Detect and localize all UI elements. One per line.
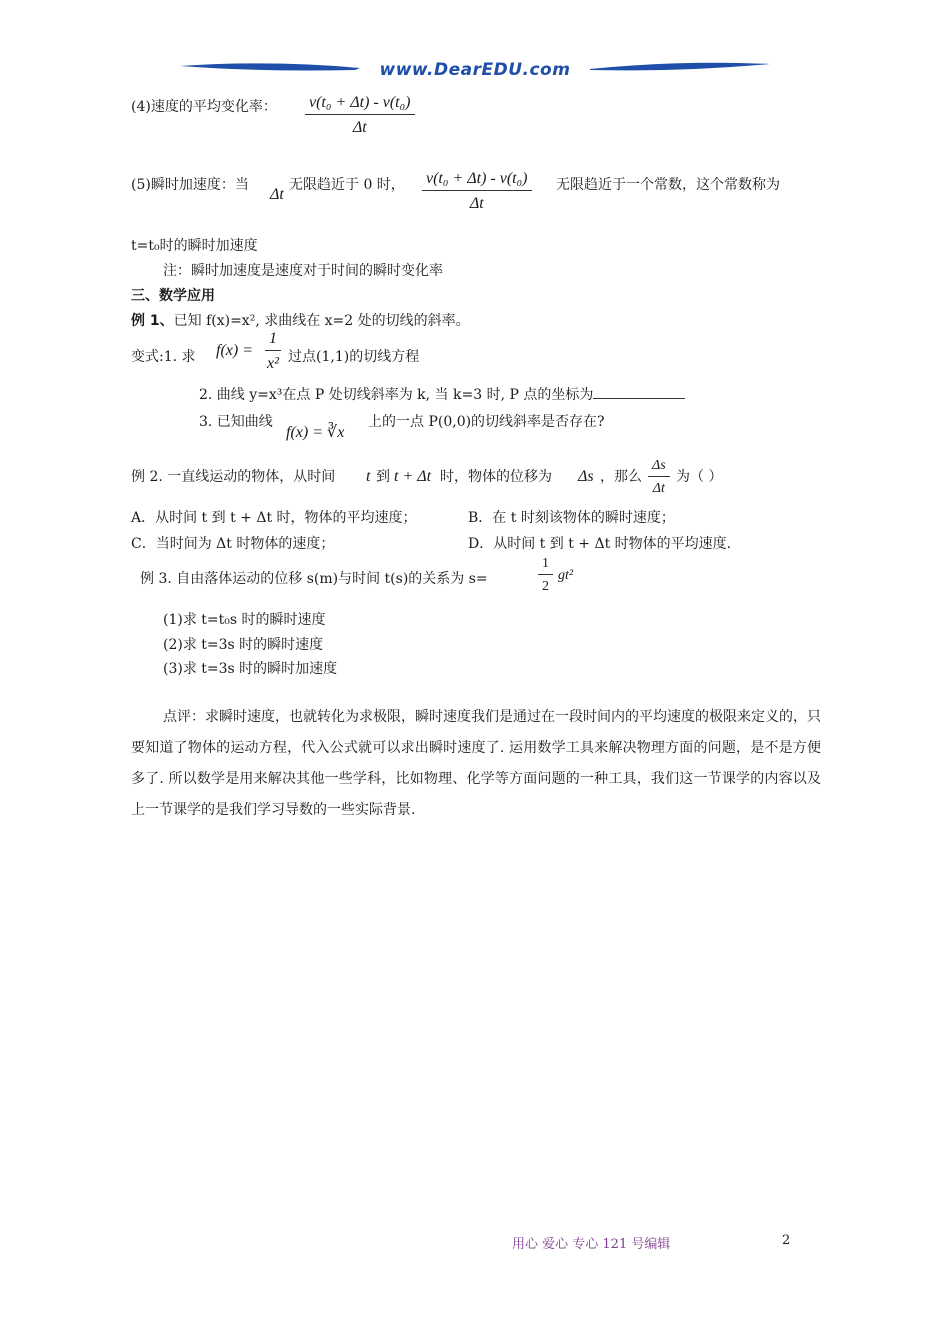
example2-ds: Δs	[578, 468, 594, 485]
example2-text-a: 例 2. 一直线运动的物体，从时间	[131, 469, 336, 485]
example3-gt2: gt²	[558, 568, 574, 583]
variation1-denominator: x²	[267, 355, 279, 372]
option-d: D．从时间 t 到 t + Δt 时物体的平均速度.	[468, 536, 732, 552]
item4-numerator: v(t₀ + Δt) - v(t₀)	[305, 94, 415, 115]
item4-label: (4)速度的平均变化率：	[131, 99, 277, 115]
example2-denominator: Δt	[652, 481, 665, 496]
item5-text-b: 无限趋近于 0 时，	[289, 177, 405, 193]
item5-denominator: Δt	[469, 195, 484, 212]
example3-question3: (3)求 t=3s 时的瞬时加速度	[163, 661, 338, 677]
item5-row	[131, 174, 249, 194]
section3-title: 三、数学应用	[131, 288, 215, 304]
example2-text-c: 时，物体的位移为	[440, 469, 552, 485]
comment-paragraph: 点评：求瞬时速度，也就转化为求极限，瞬时速度我们是通过在一段时间内的平均速度的极限来定义的，只要知道了物体的运动方程，代入公式就可以求出瞬时速度了. 运用数学工具来解决物理方面的问题，是不是方便多了. 所以数学是用来解决其他一些学科，比如物理、化学等方面问题的一种工具，我们这一节课学的内容以及上一节课学的是我们学习导数的一些实际背景.	[131, 709, 821, 818]
item4-row	[131, 96, 277, 116]
variation2-text: 2. 曲线 y=x³在点 P 处切线斜率为 k, 当 k=3 时, P 点的坐标为	[199, 387, 594, 403]
item5-line2: t=t₀时的瞬时加速度	[131, 238, 258, 254]
example3-question2: (2)求 t=3s 时的瞬时速度	[163, 637, 324, 653]
example2-fraction	[648, 458, 670, 497]
option-c: C．当时间为 Δt 时物体的速度；	[131, 536, 335, 552]
example2-numerator: Δs	[648, 458, 670, 477]
item5-fraction	[422, 170, 532, 213]
example1-text: 已知 f(x)=x², 求曲线在 x=2 处的切线的斜率。	[173, 313, 470, 329]
example2-text-b: 到	[376, 469, 390, 485]
variation3-text-a: 3. 已知曲线	[199, 414, 273, 430]
example2-t-plus-dt: t + Δt	[394, 468, 432, 485]
variation1-numerator: 1	[265, 330, 281, 351]
item5-numerator: v(t₀ + Δt) - v(t₀)	[422, 170, 532, 191]
footer-slogan: 用心 爱心 专心 121 号编辑	[512, 1237, 671, 1252]
example3-question1: (1)求 t=t₀s 时的瞬时速度	[163, 612, 326, 628]
example1-label: 例 1、	[131, 313, 174, 329]
item5-delta-t: Δt	[270, 186, 284, 203]
variation3-fx: f(x) = ∛x	[286, 424, 345, 441]
example2-t: t	[366, 468, 371, 485]
variation1-fraction	[265, 330, 281, 373]
item5-text-c: 无限趋近于一个常数，这个常数称为	[556, 177, 780, 193]
example3-denominator: 2	[542, 579, 549, 594]
example3-text-a: 例 3. 自由落体运动的位移 s(m)与时间 t(s)的关系为 s=	[140, 571, 488, 587]
option-b: B．在 t 时刻该物体的瞬时速度；	[468, 510, 675, 526]
item5-text-a: (5)瞬时加速度：当	[131, 177, 249, 193]
example3-fraction	[538, 556, 553, 595]
variation1-text: 过点(1,1)的切线方程	[288, 349, 420, 365]
variation2-answer-blank[interactable]	[593, 384, 685, 399]
example2-text-e: 为（ ）	[676, 469, 723, 485]
page-number: 2	[782, 1233, 791, 1248]
variation2	[199, 384, 685, 404]
example3-numerator: 1	[538, 556, 553, 575]
item4-denominator: Δt	[352, 119, 367, 136]
header-logo-text: www.DearEDU.com	[379, 60, 571, 80]
item4-fraction	[305, 94, 415, 137]
variation3-text-b: 上的一点 P(0,0)的切线斜率是否存在?	[368, 414, 605, 430]
note: 注：瞬时加速度是速度对于时间的瞬时变化率	[163, 263, 443, 279]
variation1-fx: f(x) =	[216, 342, 253, 359]
example1	[131, 310, 470, 330]
example2-text-d: ，那么	[600, 469, 642, 485]
option-a: A．从时间 t 到 t + Δt 时，物体的平均速度；	[131, 510, 417, 526]
variation-label: 变式:1. 求	[131, 349, 196, 365]
